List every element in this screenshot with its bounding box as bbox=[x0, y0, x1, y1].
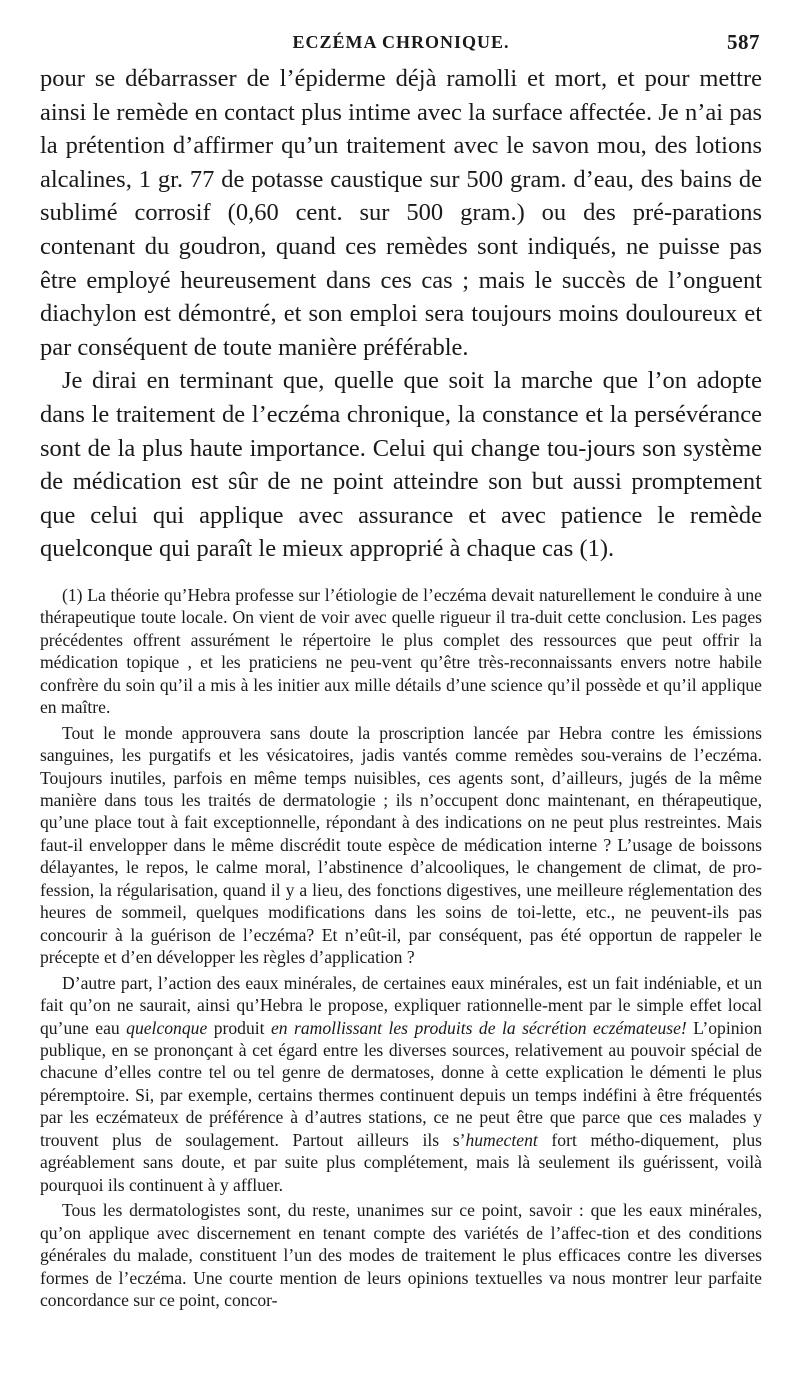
footnote-text: fort métho-diquement, plus agréablement sans doute, et par suite plus complétement, mais là seulement ils guérissent, voilà pourquoi ils continuent à y affluer. bbox=[40, 1129, 762, 1195]
footnote-italic-text: en ramollissant les produits de la sécrétion eczémateuse! bbox=[270, 1017, 687, 1038]
running-title: ECZÉMA CHRONIQUE. bbox=[292, 32, 510, 52]
footnote-paragraph: Tous les dermatologistes sont, du reste, unanimes sur ce point, savoir : que les eaux minérales, qu’on applique avec discernement en tenant compte des variétés de l’affec-tion et des conditions générales du malade, constituent l’un des modes de traitement le plus efficaces contre les diverses formes de l’eczéma. Une courte mention de leurs opinions textuelles va nous montrer leur parfaite concordance sur ce point, concor- bbox=[40, 1200, 762, 1310]
main-text bbox=[40, 62, 762, 566]
page-number: 587 bbox=[727, 30, 760, 54]
footnote-italic-text: quelconque bbox=[126, 1017, 208, 1038]
footnote-text: produit bbox=[207, 1017, 271, 1038]
footnote-paragraph: Tout le monde approuvera sans doute la proscription lancée par Hebra contre les émissions sanguines, les purgatifs et les vésicatoires, jadis vantés comme remèdes sou-verains de l’eczéma. Toujours inutiles, parfois en même temps nuisibles, ces agents sont, d’ailleurs, jugés de la même manière dans tous les traités de dermatologie ; ils n’occupent donc maintenant, en thérapeutique, qu’une place tout à fait exceptionnelle, répondant à des indications on ne peut plus restreintes. Mais faut-il envelopper dans le même discrédit toute espèce de médication interne ? L’usage de boissons délayantes, le repos, le calme moral, l’abstinence d’alcooliques, le changement de climat, de pro-fession, la régularisation, quand il y a lieu, des fonctions digestives, une meilleure réglementation des heures de sommeil, quelques modifications dans les soins de toi-lette, etc., ne peuvent-ils pas concourir à la guérison de l’eczéma? Et n’eût-il, par conséquent, pas été opportun de rappeler le précepte et d’en développer les règles d’application ? bbox=[40, 722, 762, 968]
footnote-italic-text: humectent bbox=[465, 1129, 538, 1150]
running-header bbox=[40, 22, 762, 62]
footnote-section bbox=[40, 584, 762, 1312]
footnote-text: D’autre part, l’action des eaux minérales, de certaines eaux minérales, est un fait indéniable, et un fait qu’on ne saurait, ainsi qu’Hebra le propose, expliquer rationnelle-ment par le simple effet local qu’une eau bbox=[40, 972, 762, 1038]
body-paragraph: Je dirai en terminant que, quelle que soit la marche que l’on adopte dans le traitement de l’eczéma chronique, la constance et la persévérance sont de la plus haute importance. Celui qui change tou-jours son système de médication est sûr de ne point atteindre son but aussi promptement que celui qui applique avec assurance et avec patience le remède quelconque qui paraît le mieux approprié à chaque cas (1). bbox=[40, 367, 762, 563]
body-paragraph: pour se débarrasser de l’épiderme déjà ramolli et mort, et pour mettre ainsi le remède en contact plus intime avec la surface affectée. Je n’ai pas la prétention d’affirmer qu’un traitement avec le savon mou, des lotions alcalines, 1 gr. 77 de potasse caustique sur 500 gram. d’eau, des bains de sublimé corrosif (0,60 cent. sur 500 gram.) ou des pré-parations contenant du goudron, quand ces remèdes sont indiqués, ne puisse pas être employé heureusement dans ces cas ; mais le succès de l’onguent diachylon est démontré, et son emploi sera toujours moins douloureux et par conséquent de toute manière préférable. bbox=[40, 65, 762, 361]
footnote-text: L’opinion publique, en se prononçant à cet égard entre les diverses sources, relativement au pouvoir spécial de chacune d’elles contre tel ou tel genre de dermatoses, donne à cette explication le démenti le plus péremptoire. Si, par exemple, certains thermes continuent depuis un temps indéfini à être fréquentés par les eczémateux de préférence à d’autres stations, ce ne peut être que parce que ces malades y trouvent plus de soulagement. Partout ailleurs ils s’ bbox=[40, 1017, 762, 1150]
footnote-paragraph: (1) La théorie qu’Hebra professe sur l’étiologie de l’eczéma devait naturellement le conduire à une thérapeutique toute locale. On vient de voir avec quelle rigueur il tra-duit cette conclusion. Les pages précédentes offrent assurément le répertoire le plus complet des ressources que peut offrir la médication topique , et les praticiens ne peu-vent qu’être très-reconnaissants envers notre habile confrère du soin qu’il a mis à les initier aux mille détails d’une science qu’il possède et qu’il applique en maître. bbox=[40, 584, 762, 718]
footnote-paragraph bbox=[40, 972, 762, 1197]
